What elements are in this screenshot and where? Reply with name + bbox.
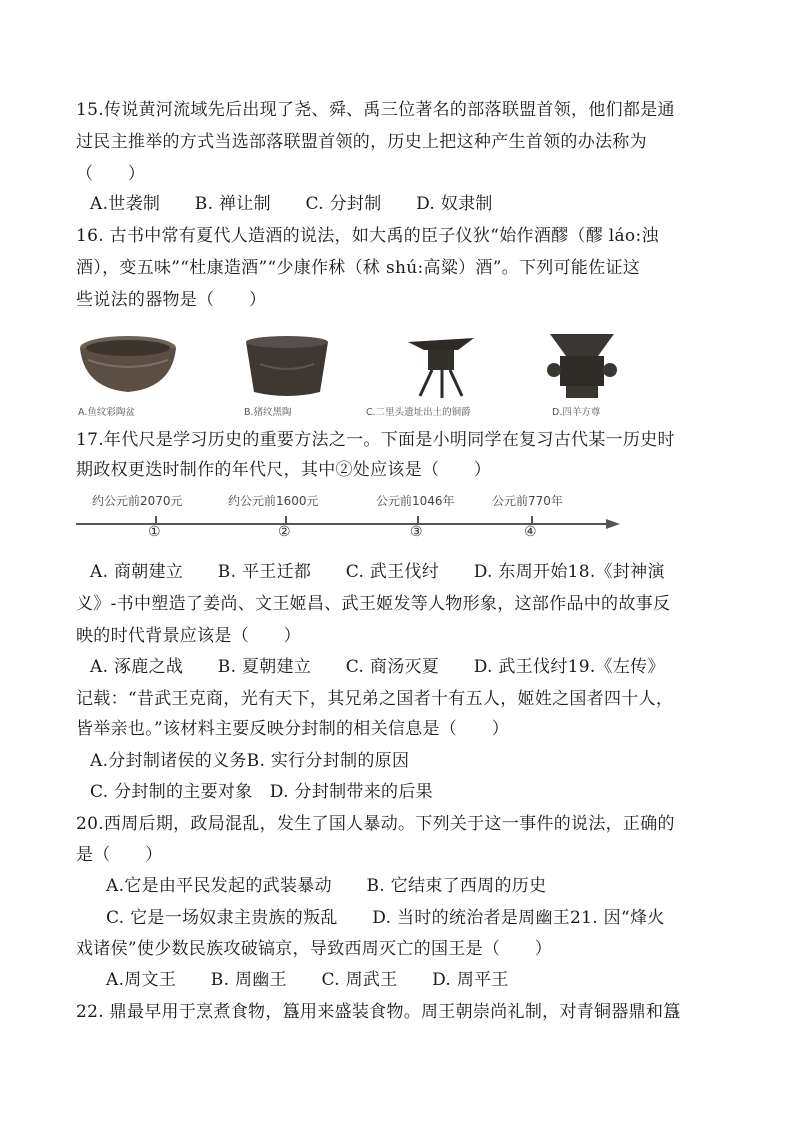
q15-line3: （ ） [76, 164, 146, 184]
timeline-marker-1: ① [148, 524, 161, 540]
timeline-label-4: 公元前770年 [492, 494, 563, 508]
artifact-four-goat-zun [542, 330, 622, 406]
q21-line2: 戏诸侯”使少数民族攻破镐京，导致西周灭亡的国王是（ ） [76, 939, 553, 959]
q20-line1: 20.西周后期，政局混乱，发生了国人暴动。下列关于这一事件的说法，正确的 [76, 814, 675, 834]
artifact-pig-pottery [242, 330, 332, 406]
q18-options-q19-start: A. 涿鹿之战 B. 夏朝建立 C. 商汤灭夏 D. 武王伐纣19.《左传》 [90, 657, 665, 677]
timeline-label-1: 约公元前2070元 [92, 494, 183, 508]
q19-line3: 皆举亲也。”该材料主要反映分封制的相关信息是（ ） [76, 719, 509, 739]
timeline-ruler [76, 490, 624, 546]
q15-options: A.世袭制 B. 禅让制 C. 分封制 D. 奴隶制 [90, 194, 493, 214]
artifact-images [76, 330, 636, 422]
q15-line2: 过民主推举的方式当选部落联盟首领的，历史上把这种产生首领的办法称为 [76, 132, 647, 152]
q18-line3: 映的时代背景应该是（ ） [76, 626, 301, 646]
artifact-bronze-jue [406, 330, 476, 406]
artifact-fish-basin [76, 330, 180, 406]
timeline-marker-2: ② [278, 524, 291, 540]
q16-line3: 些说法的器物是（ ） [76, 290, 267, 310]
q16-line1: 16. 古书中常有夏代人造酒的说法，如大禹的臣子仪狄“始作酒醪（醪 láo:浊 [76, 226, 659, 246]
q19-options-ab: A.分封制诸侯的义务B. 实行分封制的原因 [90, 751, 410, 771]
artifact-caption-c: C.二里头遗址出土的铜爵 [366, 407, 471, 418]
q21-options: A.周文王 B. 周幽王 C. 周武王 D. 周平王 [106, 970, 509, 990]
q19-options-cd: C. 分封制的主要对象 D. 分封制带来的后果 [90, 782, 433, 802]
q22-line1: 22. 鼎最早用于烹煮食物，簋用来盛装食物。周王朝崇尚礼制，对青铜器鼎和簋 [76, 1002, 681, 1022]
q17-options-q18-start: A. 商朝建立 B. 平王迁都 C. 武王伐纣 D. 东周开始18.《封神演 [90, 562, 665, 582]
q17-line1: 17.年代尺是学习历史的重要方法之一。下面是小明同学在复习古代某一历史时 [76, 430, 675, 450]
q20-line2: 是（ ） [76, 845, 163, 865]
artifact-caption-a: A.鱼纹彩陶盆 [78, 407, 135, 418]
artifact-caption-d: D.四羊方尊 [552, 407, 601, 418]
timeline-label-2: 约公元前1600元 [228, 494, 319, 508]
timeline-label-3: 公元前1046年 [376, 494, 455, 508]
timeline-marker-3: ③ [410, 524, 423, 540]
q18-line2: 义》-书中塑造了姜尚、文王姬昌、武王姬发等人物形象，这部作品中的故事反 [76, 594, 671, 614]
q16-line2: 酒），变五味”“杜康造酒”“少康作秫（秫 shú:高粱）酒”。下列可能佐证这 [76, 258, 641, 278]
q15-line1: 15.传说黄河流域先后出现了尧、舜、禹三位著名的部落联盟首领，他们都是通 [76, 100, 675, 120]
q20-options-ab: A.它是由平民发起的武装暴动 B. 它结束了西周的历史 [106, 876, 547, 896]
timeline-marker-4: ④ [524, 524, 537, 540]
artifact-caption-b: B.猪纹黑陶 [244, 407, 292, 418]
q17-line2: 期政权更迭时制作的年代尺，其中②处应该是（ ） [76, 460, 492, 480]
q19-line2: 记载：“昔武王克商，光有天下，其兄弟之国者十有五人，姬姓之国者四十人， [76, 689, 674, 709]
q20-options-cd-q21-start: C. 它是一场奴隶主贵族的叛乱 D. 当时的统治者是周幽王21. 因“烽火 [106, 908, 665, 928]
